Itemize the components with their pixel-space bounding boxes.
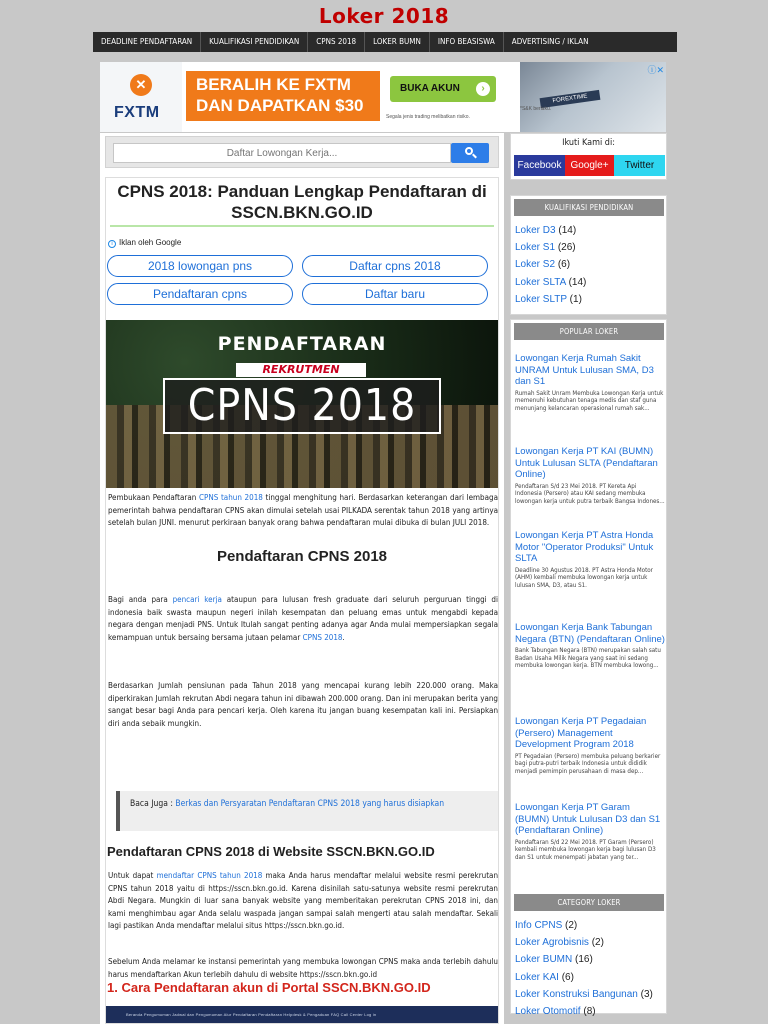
link-pencari-kerja[interactable]: pencari kerja bbox=[172, 595, 222, 604]
category-link[interactable]: Loker Otomotif bbox=[515, 1005, 581, 1017]
paragraph-pencari-kerja: Bagi anda para pencari kerja ataupun para lulusan fresh graduate dari seluruh perguruan tinggi di indonesia baik swasta maupun negeri inilah kesempatan dan peluang emas untuk mengabdi kepada negara dengan menjadi PNS. Untuk Itulah sangat penting adanya agar Anda mulai mempersiapkan segala kemampuan untuk bersaing bersama jutaan pelamar CPNS 2018. bbox=[108, 595, 499, 642]
ad-disclaimer: *S&K berlaku. bbox=[520, 106, 552, 112]
popular-excerpt: Bank Tabungan Negara (BTN) merupakan salah satu Badan Usaha Milik Negara yang saat ini sedang membuka lowongan kerja. BTN membuka lowong... bbox=[515, 647, 661, 670]
category-heading: CATEGORY LOKER bbox=[514, 894, 664, 911]
list-item: Loker Agrobisnis (2) bbox=[515, 937, 604, 949]
post-article bbox=[105, 177, 499, 1024]
kualifikasi-box bbox=[510, 195, 667, 315]
hero-line-2: REKRUTMEN bbox=[236, 363, 366, 377]
category-link[interactable]: Loker SLTP bbox=[515, 293, 567, 305]
list-item: Loker SLTA (14) bbox=[515, 276, 587, 288]
popular-link[interactable]: Lowongan Kerja Rumah Sakit UNRAM Untuk Lulusan SMA, D3 dan S1 bbox=[515, 353, 654, 387]
heading-pendaftaran-cpns: Pendaftaran CPNS 2018 bbox=[216, 548, 388, 565]
link-berkas-persyaratan[interactable]: Berkas dan Persyaratan Pendaftaran CPNS 2018 yang harus disiapkan bbox=[175, 799, 445, 809]
popular-item bbox=[515, 802, 665, 861]
fxtm-ad-banner[interactable] bbox=[100, 62, 666, 132]
follow-us-box bbox=[510, 133, 667, 180]
category-link[interactable]: Loker S2 bbox=[515, 259, 556, 271]
portal-screenshot: Beranda Pengumuman Jadwal dan Pengumuman Alur Pendaftaran Pendaftaran Helpdesk & Pengaduan FAQ Call Center Log in bbox=[106, 1006, 498, 1023]
google-plus-button[interactable]: Google+ bbox=[565, 155, 614, 176]
search-input[interactable] bbox=[113, 143, 451, 163]
fxtm-logo-icon: ✕ bbox=[130, 74, 152, 96]
category-link[interactable]: Loker KAI bbox=[515, 971, 559, 983]
info-icon: i bbox=[108, 240, 116, 248]
popular-item bbox=[515, 530, 665, 589]
heading-cara-pendaftaran: 1. Cara Pendaftaran akun di Portal SSCN.BKN.GO.ID bbox=[107, 980, 431, 995]
popular-excerpt: Pendaftaran S/d 23 Mei 2018. PT Kereta Api Indonesia (Persero) atau KAI sedang membuka lowongan kerja untuk putra terbaik Bangsa Indones... bbox=[515, 482, 665, 505]
link-mendaftar-cpns[interactable]: mendaftar CPNS tahun 2018 bbox=[156, 871, 263, 880]
category-link[interactable]: Loker S1 bbox=[515, 242, 556, 254]
ad-building-sign: FOREXTIME bbox=[540, 90, 601, 108]
ad-logo-area bbox=[100, 62, 182, 132]
adchoices-icon[interactable]: ⓘ✕ bbox=[647, 65, 664, 75]
nav-item-advertising[interactable]: ADVERTISING / IKLAN bbox=[511, 37, 589, 46]
popular-link[interactable]: Lowongan Kerja PT KAI (BUMN) Untuk Lulusan SLTA (Pendaftaran Online) bbox=[515, 446, 658, 480]
category-link[interactable]: Loker SLTA bbox=[515, 276, 566, 288]
google-ads-label: i Iklan oleh Google bbox=[108, 238, 181, 248]
search-bar bbox=[105, 136, 499, 168]
post-title: CPNS 2018: Panduan Lengkap Pendaftaran di SSCN.BKN.GO.ID bbox=[117, 182, 487, 222]
nav-item-bumn[interactable]: LOKER BUMN bbox=[365, 32, 430, 52]
list-item: Info CPNS (2) bbox=[515, 920, 578, 931]
list-item: Loker BUMN (16) bbox=[515, 954, 593, 966]
baca-juga-box: Baca Juga : Berkas dan Persyaratan Pendaftaran CPNS 2018 yang harus disiapkan bbox=[116, 791, 498, 831]
popular-excerpt: Rumah Sakit Unram Membuka Lowongan Kerja untuk memenuhi kebutuhan tenaga medis dan staf guna menunjang kelancaran operasional rumah sak... bbox=[515, 389, 664, 412]
ad-cta-button[interactable] bbox=[390, 76, 496, 102]
nav-item-beasiswa[interactable]: INFO BEASISWA bbox=[430, 32, 504, 52]
ad-link-daftar-baru[interactable]: Daftar baru bbox=[302, 283, 488, 305]
list-item: Loker S1 (26) bbox=[515, 242, 576, 254]
popular-excerpt: PT Pegadaian (Persero) membuka peluang berkarier bagi putra-putri terbaik Indonesia untuk dididik menjadi pemimpin perusahaan di masa dep... bbox=[515, 752, 661, 775]
popular-item bbox=[515, 622, 665, 670]
twitter-button[interactable]: Twitter bbox=[614, 155, 665, 176]
paragraph-pensiunan: Berdasarkan Jumlah pensiunan pada Tahun 2018 yang mencapai kurang lebih 220.000 orang. Maka diperkirakan Jumlah rekrutan Abdi negara tahun ini dibawah 200.000 orang. Dan ini merupakan berita yang sangat besar bagi Anda para pencari kerja. Oleh karena itu jangan buang kesempatan kali ini. Persiapkan diri anda sebaik mungkin. bbox=[108, 681, 498, 728]
nav-item-deadline[interactable]: DEADLINE PENDAFTARAN bbox=[93, 32, 201, 52]
top-navigation bbox=[93, 32, 677, 52]
chevron-right-icon: › bbox=[476, 82, 490, 96]
facebook-button[interactable]: Facebook bbox=[514, 155, 565, 176]
ad-link-daftar-cpns[interactable]: Daftar cpns 2018 bbox=[302, 255, 488, 277]
site-title[interactable]: Loker 2018 bbox=[318, 4, 450, 28]
ad-cta-label: BUKA AKUN bbox=[400, 83, 460, 94]
popular-link[interactable]: Lowongan Kerja PT Garam (BUMN) Untuk Lulusan D3 dan S1 (Pendaftaran Online) bbox=[515, 802, 661, 836]
popular-link[interactable]: Lowongan Kerja PT Pegadaian (Persero) Management Development Program 2018 bbox=[515, 716, 647, 750]
popular-item bbox=[515, 446, 665, 505]
list-item: Loker S2 (6) bbox=[515, 259, 571, 271]
sidebar bbox=[510, 133, 667, 1024]
popular-excerpt: Deadline 30 Agustus 2018. PT Astra Honda Motor (AHM) kembali membuka lowongan kerja untuk lulusan SMA, D3, atau S1. bbox=[515, 566, 653, 589]
paragraph-website: Untuk dapat mendaftar CPNS tahun 2018 maka Anda harus mendaftar melalui website resmi perekrutan CPNS tahun 2018 yaitu di https://sscn.bkn.go.id. Karena disinilah satu-satunya website resmi perekrutan Abdi Negara. Mungkin di luar sana banyak website yang memberitakan perekrutan CPNS 2018 ini, dan kami menghimbau agar Anda selalu waspada jangan sampai salah mengerti atau salah mendaftar. Sekali lagi pastikan Anda mendaftar melalui situs https://sscn.bkn.go.id. bbox=[108, 871, 499, 930]
paragraph-akun: Sebelum Anda melamar ke instansi pemerintah yang membuka lowongan CPNS maka anda terlebih dahulu harus mendaftarkan Akun terlebih dahulu di website https://sscn.bkn.go.id bbox=[108, 957, 498, 979]
popular-item bbox=[515, 716, 665, 775]
list-item: Loker Konstruksi Bangunan (3) bbox=[515, 988, 653, 1000]
hero-line-3: CPNS 2018 bbox=[163, 378, 441, 434]
list-item: Loker SLTP (1) bbox=[515, 293, 582, 305]
popular-item bbox=[515, 353, 665, 412]
hero-image bbox=[106, 320, 498, 488]
follow-title: Ikuti Kami di: bbox=[562, 138, 615, 148]
category-link[interactable]: Loker D3 bbox=[515, 225, 556, 236]
ad-headline: BERALIH KE FXTM DAN DAPATKAN $30 bbox=[186, 71, 380, 121]
list-item: Loker Otomotif (8) bbox=[515, 1005, 596, 1017]
hero-line-1: PENDAFTARAN bbox=[217, 333, 387, 355]
search-button[interactable] bbox=[451, 143, 489, 163]
category-link[interactable]: Info CPNS bbox=[515, 920, 563, 931]
list-item: Loker D3 (14) bbox=[515, 225, 577, 236]
paragraph-intro: Pembukaan Pendaftaran CPNS tahun 2018 tinggal menghitung hari. Berdasarkan keterangan dari lembaga pemerintah bahwa pendaftaran CPNS akan dimulai setelah usai PILKADA serentak tahun 2018 yang artinya setelah bulan JUNI. menurut perkiraan banyak orang bahwa pendaftaran mulai dibuka di bulan JULI 2018. bbox=[108, 493, 499, 527]
popular-excerpt: Pendaftaran S/d 22 Mei 2018. PT Garam (Persero) kembali membuka lowongan kerja bagi lulusan D3 dan S1 untuk menempati jabatan yang ter... bbox=[515, 838, 656, 861]
main-content bbox=[100, 133, 504, 1024]
link-cpns-tahun-2018[interactable]: CPNS tahun 2018 bbox=[198, 493, 263, 502]
ad-logo-text: FXTM bbox=[114, 104, 160, 121]
category-list bbox=[515, 917, 665, 1020]
category-link[interactable]: Loker Konstruksi Bangunan bbox=[515, 988, 638, 1000]
category-link[interactable]: Loker BUMN bbox=[515, 954, 573, 966]
category-link[interactable]: Loker Agrobisnis bbox=[515, 937, 589, 949]
popular-link[interactable]: Lowongan Kerja PT Astra Honda Motor "Operator Produksi" Untuk SLTA bbox=[515, 530, 654, 564]
popular-loker-box bbox=[510, 319, 667, 1017]
ad-small-note: Segala jenis trading melibatkan risiko. bbox=[386, 114, 470, 120]
nav-item-cpns[interactable]: CPNS 2018 bbox=[308, 32, 365, 52]
popular-link[interactable]: Lowongan Kerja Bank Tabungan Negara (BTN) (Pendaftaran Online) bbox=[515, 622, 665, 645]
popular-heading: POPULAR LOKER bbox=[514, 323, 664, 340]
ad-link-pendaftaran-cpns[interactable]: Pendaftaran cpns bbox=[107, 283, 293, 305]
ad-link-lowongan-pns[interactable]: 2018 lowongan pns bbox=[107, 255, 293, 277]
kualifikasi-heading: KUALIFIKASI PENDIDIKAN bbox=[514, 199, 664, 216]
nav-item-kualifikasi[interactable]: KUALIFIKASI PENDIDIKAN bbox=[201, 32, 308, 52]
title-divider bbox=[110, 225, 494, 227]
heading-website-sscn: Pendaftaran CPNS 2018 di Website SSCN.BKN.GO.ID bbox=[107, 844, 435, 859]
list-item: Loker KAI (6) bbox=[515, 971, 574, 983]
link-cpns-2018[interactable]: CPNS 2018 bbox=[302, 632, 343, 642]
kualifikasi-list bbox=[515, 222, 665, 308]
